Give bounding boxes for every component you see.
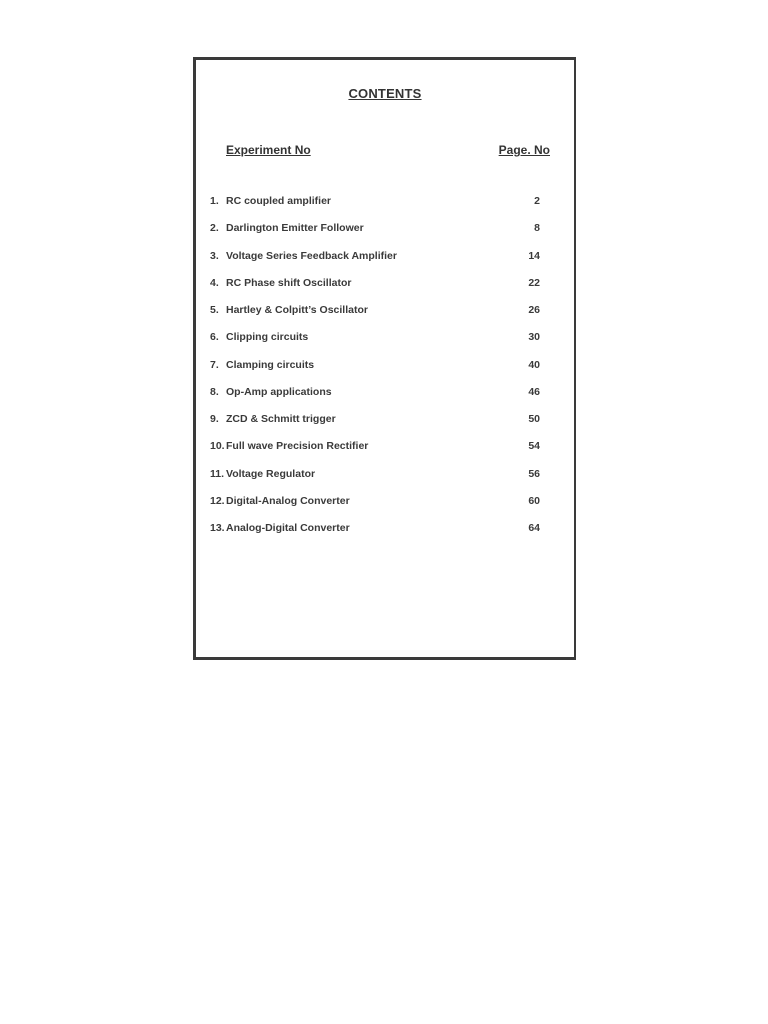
toc-list [210,195,540,549]
toc-entry-page: 22 [528,276,540,289]
toc-entry-page: 56 [528,467,540,480]
toc-entry-page: 50 [528,413,540,425]
toc-entry-title: Voltage Series Feedback Amplifier [226,249,397,262]
toc-entry-page: 14 [528,249,540,262]
toc-entry-number: 3. [210,249,219,262]
toc-entry-page: 26 [528,304,540,316]
toc-entry-title: RC Phase shift Oscillator [226,276,352,289]
toc-entry-number: 1. [210,195,219,207]
toc-entry-page: 64 [528,522,540,534]
toc-entry-title: ZCD & Schmitt trigger [226,413,336,425]
toc-entry-title: Analog-Digital Converter [226,522,350,534]
toc-entry-title: Clipping circuits [226,331,309,344]
toc-entry-title: RC coupled amplifier [226,195,332,207]
toc-entry-number: 6. [210,331,219,344]
toc-entry [210,277,540,304]
toc-entry [210,440,540,467]
toc-entry-page: 8 [534,222,540,235]
toc-entry-number: 2. [210,222,219,235]
toc-entry [210,522,540,549]
toc-entry-title: Digital-Analog Converter [226,494,350,507]
experiment-no-header: Experiment No [226,143,311,157]
toc-entry-page: 40 [528,358,540,371]
toc-entry-number: 10. [210,440,225,453]
toc-entry-number: 5. [210,304,219,316]
toc-entry-title: Clamping circuits [226,358,315,371]
contents-page-frame [193,57,576,660]
toc-entry-title: Voltage Regulator [226,467,316,480]
toc-entry [210,468,540,495]
toc-entry-number: 9. [210,413,219,425]
toc-entry-number: 11. [210,467,225,480]
toc-entry-number: 12. [210,494,225,507]
toc-entry-number: 8. [210,385,219,398]
toc-entry [210,222,540,249]
toc-entry [210,195,540,222]
toc-entry-title: Op-Amp applications [226,385,332,398]
toc-entry-title: Hartley & Colpitt’s Oscillator [226,304,368,316]
contents-title: CONTENTS [348,86,422,101]
toc-entry-number: 7. [210,358,219,371]
toc-entry-title: Full wave Precision Rectifier [226,440,369,453]
toc-entry [210,250,540,277]
toc-entry [210,331,540,358]
toc-entry [210,495,540,522]
toc-entry-page: 54 [528,440,540,453]
toc-entry-number: 13. [210,522,225,534]
toc-entry-title: Darlington Emitter Follower [226,222,364,235]
toc-entry-page: 30 [528,331,540,344]
toc-entry [210,304,540,331]
toc-entry [210,386,540,413]
toc-entry-page: 60 [528,494,540,507]
toc-entry [210,359,540,386]
toc-entry-page: 2 [534,195,540,207]
toc-entry-number: 4. [210,276,219,289]
toc-entry [210,413,540,440]
toc-entry-page: 46 [528,385,540,398]
page-no-header: Page. No [498,143,550,157]
